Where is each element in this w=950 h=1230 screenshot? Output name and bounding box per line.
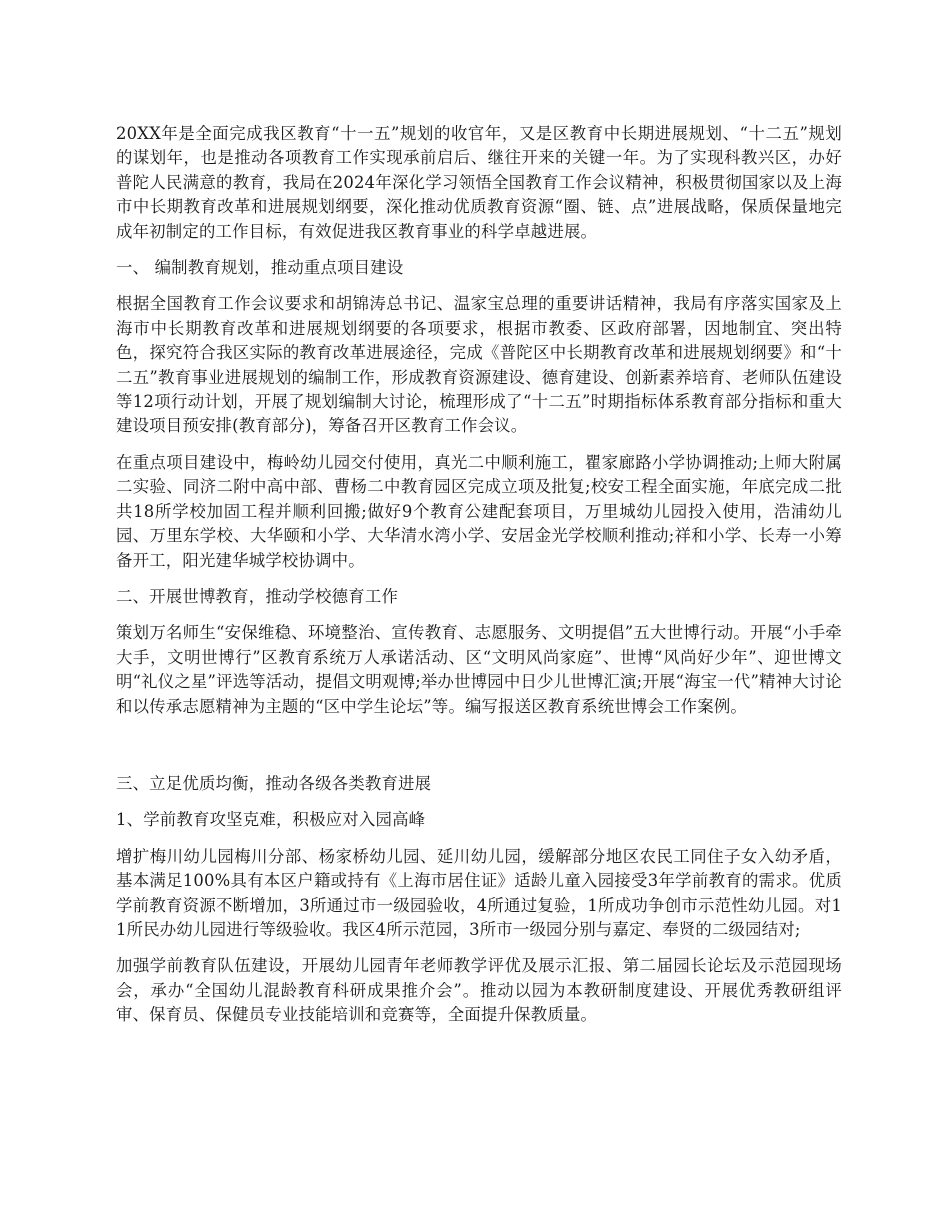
section-2-paragraph-1: 策划万名师生“安保维稳、环境整治、宣传教育、志愿服务、文明提倡”五大世博行动。开展“小手牵大手，文明世博行”区教育系统万人承诺活动、区“文明风尚家庭”、世博“风尚好少年”、迎世博文明“礼仪之星”评选等活动，提倡文明观博;举办世博园中日少儿世博汇演;开展“海宝一代”精神大讨论和以传承志愿精神为主题的“区中学生论坛”等。编写报送区教育系统世博会工作案例。 bbox=[116, 623, 842, 716]
intro-paragraph: 20XX年是全面完成我区教育“十一五”规划的收官年，又是区教育中长期进展规划、“十二五”规划的谋划年，也是推动各项教育工作实现承前启后、继往开来的关键一年。为了实现科教兴区，办好普陀人民满意的教育，我局在2024年深化学习领悟全国教育工作会议精神，积极贯彻国家以及上海市中长期教育改革和进展规划纲要，深化推动优质教育资源“圈、链、点”进展战略，保质保量地完成年初制定的工作目标，有效促进我区教育事业的科学卓越进展。 bbox=[116, 124, 842, 241]
document-body bbox=[116, 122, 842, 1040]
section-1-paragraph-2: 在重点项目建设中，梅岭幼儿园交付使用，真光二中顺利施工，瞿家廊路小学协调推动;上师大附属二实验、同济二附中高中部、曹杨二中教育园区完成立项及批复;校安工程全面实施，年底完成二批共18所学校加固工程并顺利回搬;做好9个教育公建配套项目，万里城幼儿园投入使用，浩浦幼儿园、万里东学校、大华颐和小学、大华清水湾小学、安居金光学校顺利推动;祥和小学、长寿一小筹备开工，阳光建华城学校协调中。 bbox=[116, 452, 842, 570]
section-3-paragraph-2: 加强学前教育队伍建设，开展幼儿园青年老师教学评优及展示汇报、第二届园长论坛及示范园现场会，承办“全国幼儿混龄教育科研成果推介会”。推动以园为本教研制度建设、开展优秀教研组评审、保育员、保健员专业技能培训和竞赛等，全面提升保教质量。 bbox=[116, 956, 842, 1025]
section-heading-2: 二、开展世博教育，推动学校德育工作 bbox=[116, 586, 399, 606]
section-gap bbox=[116, 731, 842, 772]
section-heading-1: 一、 编制教育规划，推动重点项目建设 bbox=[116, 258, 404, 278]
section-heading-3: 三、立足优质均衡，推动各级各类教育进展 bbox=[116, 773, 432, 793]
section-3-paragraph-1: 增扩梅川幼儿园梅川分部、杨家桥幼儿园、延川幼儿园，缓解部分地区农民工同住子女入幼矛盾，基本满足100%具有本区户籍或持有《上海市居住证》适龄儿童入园接受3年学前教育的需求。优质学前教育资源不断增加，3所通过市一级园验收，4所通过复验，1所成功争创市示范性幼儿园。对11所民办幼儿园进行等级验收。我区4所示范园，3所市一级园分别与嘉定、奉贤的二级园结对; bbox=[116, 846, 842, 939]
subsection-heading-3-1: 1、学前教育攻坚克难，积极应对入园高峰 bbox=[116, 810, 426, 830]
section-1-paragraph-1: 根据全国教育工作会议要求和胡锦涛总书记、温家宝总理的重要讲话精神，我局有序落实国家及上海市中长期教育改革和进展规划纲要的各项要求，根据市教委、区政府部署，因地制宜、突出特色，探究符合我区实际的教育改革进展途径，完成《普陀区中长期教育改革和进展规划纲要》和“十二五”教育事业进展规划的编制工作，形成教育资源建设、德育建设、创新素养培育、老师队伍建设等12项行动计划，开展了规划编制大讨论，梳理形成了“十二五”时期指标体系教育部分指标和重大建设项目预安排(教育部分)，筹备召开区教育工作会议。 bbox=[116, 294, 842, 436]
